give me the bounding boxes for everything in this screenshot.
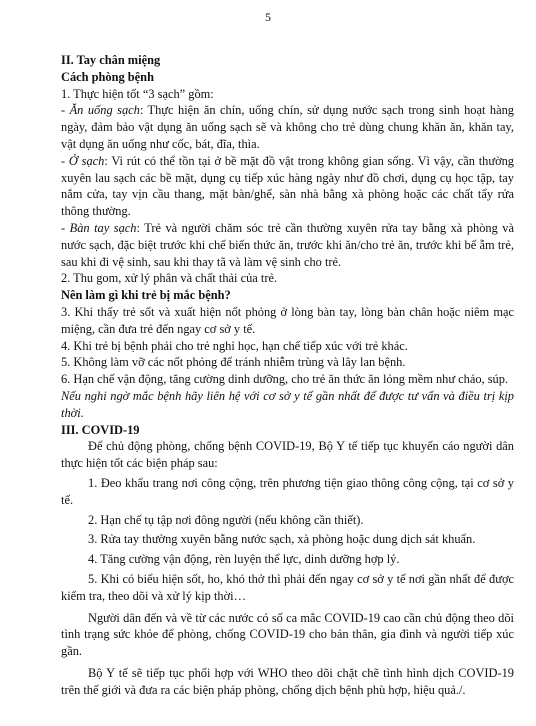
ban-tay-sach-label: - Bàn tay sạch	[61, 220, 137, 235]
covid-travelers: Người dân đến và về từ các nước có số ca mắc COVID-19 cao cần chủ động theo dõi tình trạng sức khỏe để phòng, chống COVID-19 cho bản thân, gia đình và người tiếp xúc gần.	[61, 610, 514, 659]
prevention-heading: Cách phòng bệnh	[61, 69, 154, 84]
section3-title: III. COVID-19	[61, 422, 140, 437]
covid-item-1: 1. Đeo khẩu trang nơi công cộng, trên phương tiện giao thông công cộng, tại cơ sở y tế.	[61, 475, 514, 507]
covid-item-4: 4. Tăng cường vận động, rèn luyện thể lực, dinh dưỡng hợp lý.	[88, 552, 400, 567]
advice-text: Nếu nghi ngờ mắc bệnh hãy liên hệ với cơ sở y tế gần nhất để được tư vấn và điều trị kịp thời.	[61, 388, 514, 420]
ban-tay-sach-text: : Trẻ và người chăm sóc trẻ cần thường xuyên rửa tay bằng xà phòng và nước sạch, đặc biệt trước khi chế biến thức ăn, trước khi ăn/cho trẻ ăn, trước khi bế ẵm trẻ, sau khi đi vệ sinh, sau khi thay tã và làm vệ sinh cho trẻ.	[61, 220, 514, 269]
ban-tay-sach-paragraph	[61, 220, 514, 270]
sick-item-5: 5. Không làm vỡ các nốt phỏng để tránh nhiễm trùng và lây lan bệnh.	[61, 355, 406, 370]
covid-closing: Bộ Y tế sẽ tiếp tục phối hợp với WHO theo dõi chặt chẽ tình hình dịch COVID-19 trên thế giới và đưa ra các biện pháp phòng, chống dịch bệnh phù hợp, hiệu quả./.	[61, 665, 514, 697]
an-uong-sach-paragraph	[61, 102, 514, 152]
covid-item-2: 2. Hạn chế tụ tập nơi đông người (nếu không cần thiết).	[88, 512, 364, 527]
prevention-item-2: 2. Thu gom, xử lý phân và chất thải của trẻ.	[61, 271, 278, 286]
an-uong-sach-text: : Thực hiện ăn chín, uống chín, sử dụng nước sạch trong sinh hoạt hàng ngày, đảm bảo vật dụng ăn uống sạch sẽ và không cho trẻ dùng chung khăn ăn, khăn tay, vật dụng ăn uống như cốc, bát, đĩa, thìa.	[61, 103, 514, 151]
page-content	[61, 52, 514, 698]
o-sach-label: - Ở sạch	[61, 153, 105, 168]
o-sach-paragraph	[61, 153, 514, 220]
sick-item-4: 4. Khi trẻ bị bệnh phải cho trẻ nghỉ học, hạn chế tiếp xúc với trẻ khác.	[61, 338, 408, 353]
prevention-item-1: 1. Thực hiện tốt “3 sạch” gồm:	[61, 86, 214, 101]
covid-item-3: 3. Rửa tay thường xuyên bằng nước sạch, xà phòng hoặc dung dịch sát khuẩn.	[88, 532, 476, 547]
sick-heading: Nên làm gì khi trẻ bị mắc bệnh?	[61, 288, 231, 303]
covid-item-5: 5. Khi có biểu hiện sốt, ho, khó thở thì phải đến ngay cơ sở y tế nơi gần nhất để được kiểm tra, theo dõi và xử lý kịp thời…	[61, 571, 514, 603]
sick-item-3: 3. Khi thấy trẻ sốt và xuất hiện nốt phỏng ở lòng bàn tay, lòng bàn chân hoặc niêm mạc miệng, cần đưa trẻ đến ngay cơ sở y tế.	[61, 304, 514, 336]
o-sach-text: : Vi rút có thể tồn tại ở bề mặt đồ vật trong không gian sống. Vì vậy, cần thường xuyên lau sạch các bề mặt, dụng cụ tiếp xúc hàng ngày như đồ chơi, dụng cụ học tập, tay nắm cửa, tay vịn cầu thang, mặt bàn/ghế, sàn nhà bằng xà phòng hoặc các chất tẩy rửa thông thường.	[61, 153, 515, 219]
page-number: 5	[265, 10, 271, 24]
an-uong-sach-label: - Ăn uống sạch	[61, 103, 140, 118]
covid-intro: Để chủ động phòng, chống bệnh COVID-19, Bộ Y tế tiếp tục khuyến cáo người dân thực hiện tốt các biện pháp sau:	[61, 439, 514, 471]
section2-title: II. Tay chân miệng	[61, 53, 161, 67]
sick-item-6: 6. Hạn chế vận động, tăng cường dinh dưỡng, cho trẻ ăn thức ăn lỏng mềm như cháo, súp.	[61, 372, 509, 387]
